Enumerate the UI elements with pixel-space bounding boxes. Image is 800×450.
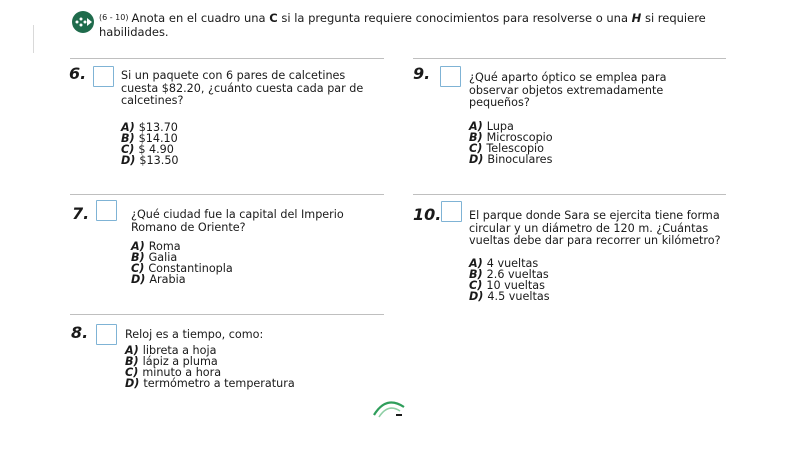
option-letter: C) [131,262,145,275]
option-letter: B) [125,355,139,368]
option-text: $13.70 [138,121,178,134]
option-text: Constantinopla [148,262,233,275]
options-list [121,122,179,166]
option-text: $ 4.90 [138,143,174,156]
option [131,274,233,285]
instructions-range: (6 - 10) [99,13,129,22]
answer-box[interactable] [93,66,114,87]
instructions-text-2: si la pregunta requiere conocimientos para resolverse o una [277,11,632,25]
option-text: 4 vueltas [486,257,539,270]
instructions-text-1: Anota en el cuadro una [131,11,270,25]
option-text: Telescopio [486,142,545,155]
options-list [125,345,295,389]
options-list [469,258,550,302]
option-text: Arabia [149,273,186,286]
option [125,378,295,389]
option-text: 2.6 vueltas [486,268,549,281]
option-text: Lupa [486,120,514,133]
divider [413,194,726,195]
option-letter: A) [469,120,483,133]
question-number: 9. [413,64,431,83]
option-text: termómetro a temperatura [143,377,295,390]
option-text: Galia [148,251,178,264]
answer-box[interactable] [441,201,462,222]
question-number: 8. [71,323,89,342]
option-text: libreta a hoja [142,344,217,357]
options-list [131,241,233,285]
option-text: $14.10 [138,132,178,145]
option-text: Binoculares [487,153,553,166]
question-text: ¿Qué ciudad fue la capital del Imperio Romano de Oriente? [131,208,344,234]
answer-box[interactable] [96,200,117,221]
answer-box[interactable] [440,66,461,87]
divider [413,58,726,59]
option-letter: D) [469,290,484,303]
option-letter: B) [131,251,145,264]
question-number: 10. [413,205,442,224]
answer-box[interactable] [96,324,117,345]
option [469,154,553,165]
option-letter: C) [121,143,135,156]
arrow-path-icon [72,11,94,33]
question-text: Reloj es a tiempo, como: [125,328,264,341]
question-text: Si un paquete con 6 pares de calcetines cuesta $82.20, ¿cuánto cuesta cada par de calcetines? [121,69,364,107]
option-text: 4.5 vueltas [487,290,550,303]
question-number: 7. [72,204,90,223]
option-letter: C) [469,279,483,292]
option-letter: D) [125,377,140,390]
option-text: lápiz a pluma [142,355,218,368]
option-letter: A) [469,257,483,270]
option-letter: C) [125,366,139,379]
option [121,155,179,166]
option-letter: D) [131,273,146,286]
question-text: ¿Qué aparto óptico se emplea para observar objetos extremadamente pequeños? [469,71,667,109]
options-list [469,121,553,165]
option-text: 10 vueltas [486,279,545,292]
option-letter: B) [469,268,483,281]
divider [70,58,384,59]
option-text: $13.50 [139,154,179,167]
question-text: El parque donde Sara se ejercita tiene forma circular y un diámetro de 120 m. ¿Cuántas vueltas debe dar para recorrer un kilómetro? [469,209,721,247]
option-letter: B) [121,132,135,145]
option-letter: A) [125,344,139,357]
option-letter: D) [121,154,136,167]
option [131,241,233,252]
option-letter: A) [121,121,135,134]
divider [70,194,384,195]
instructions-text-3: si requiere habilidades. [99,11,706,39]
option-letter: A) [131,240,145,253]
instructions [99,11,749,39]
divider [70,314,384,315]
margin-rule [33,25,34,53]
option-letter: B) [469,131,483,144]
instructions-h-letter: H [631,11,642,25]
option-text: Microscopio [486,131,553,144]
option-text: Roma [148,240,181,253]
green-arc-icon [370,393,410,423]
option-text: minuto a hora [142,366,222,379]
instructions-c-letter: C [269,11,278,25]
option-letter: D) [469,153,484,166]
option [469,291,550,302]
option-letter: C) [469,142,483,155]
question-number: 6. [69,64,87,83]
